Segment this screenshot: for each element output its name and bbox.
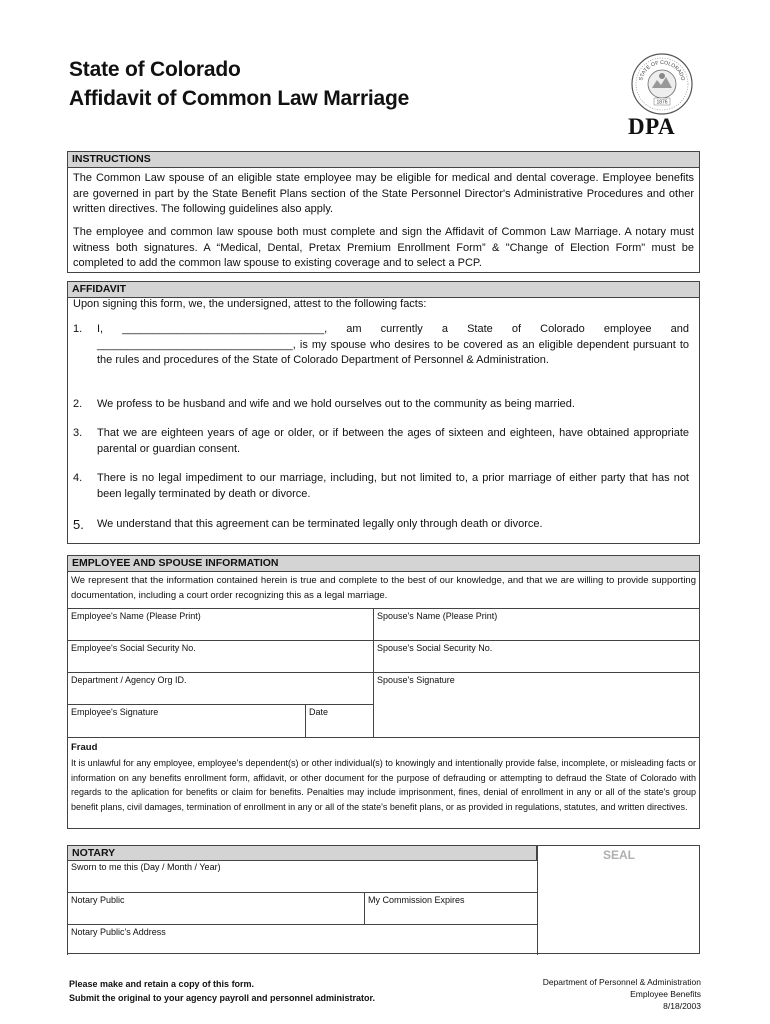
item-text: That we are eighteen years of age or older, or if between the ages of sixteen and eighteen, have obtained appropriate parental or guardian consent. [97, 427, 689, 455]
date-label: Date [309, 707, 329, 717]
state-seal-icon [630, 52, 694, 116]
instructions-heading: INSTRUCTIONS [68, 152, 699, 168]
footer-line-2: Submit the original to your agency payroll and personnel administrator. [69, 993, 376, 1003]
footer-department [543, 976, 701, 1012]
employee-name-label: Employee's Name (Please Print) [71, 611, 201, 621]
notary-address-field[interactable] [67, 924, 538, 955]
seal-text: STATE OF COLORADO [638, 59, 686, 82]
notary-section [67, 845, 700, 954]
item-text: We understand that this agreement can be terminated legally only through death or divorce. [97, 518, 543, 530]
item-number: 1. [73, 323, 83, 335]
form-title-state: State of Colorado [69, 58, 241, 81]
instructions-paragraph-2: The employee and common law spouse both must complete and sign the Affidavit of Common Law Marriage. A notary must witness both signatures. A “Medical, Dental, Pretax Premium Enrollment Form” & "Change of Election Form" must be completed to add the common law spouse to existing coverage and to select a PCP. [73, 226, 694, 269]
item-text: There is no legal impediment to our marriage, including, but not limited to, a prior marriage of either party that has not been legally terminated by death or divorce. [97, 472, 689, 500]
affidavit-intro: Upon signing this form, we, the undersigned, attest to the following facts: [73, 298, 427, 310]
footer-date: 8/18/2003 [663, 1001, 701, 1011]
notary-heading: NOTARY [68, 846, 537, 861]
item-text: I, _________________________________, am currently a State of Colorado employee and ________________________________, is my spouse who desires to be covered as an eligible dependent pursuant to the rules and procedures of the State of Colorado Department of Personnel & Administration. [97, 323, 689, 366]
affidavit-item [73, 471, 689, 502]
seal-year: 1876 [656, 99, 668, 106]
employee-spouse-section [67, 555, 700, 829]
affidavit-item [73, 517, 689, 533]
department-label: Department / Agency Org ID. [71, 675, 187, 685]
item-text: We profess to be husband and wife and we hold ourselves out to the community as being married. [97, 398, 575, 410]
spouse-ssn-field[interactable] [373, 640, 700, 673]
notary-address-label: Notary Public's Address [71, 927, 166, 937]
footer-dept-name: Department of Personnel & Administration [542, 977, 701, 987]
item-number: 4. [73, 472, 83, 484]
footer-line-1: Please make and retain a copy of this form. [69, 979, 255, 989]
footer-instructions [69, 977, 375, 1005]
form-title: Affidavit of Common Law Marriage [69, 87, 410, 110]
footer-dept-unit: Employee Benefits [630, 989, 701, 999]
item-number: 2. [73, 398, 83, 410]
employee-info-heading: EMPLOYEE AND SPOUSE INFORMATION [68, 556, 699, 572]
spouse-signature-field[interactable] [373, 672, 700, 738]
item-number: 5. [73, 517, 84, 532]
representation-statement: We represent that the information contained herein is true and complete to the best of our knowledge, and that we are willing to provide supporting documentation, including a court order recognizing this as a legal marriage. [71, 575, 696, 601]
affidavit-heading: AFFIDAVIT [68, 282, 699, 298]
sworn-label: Sworn to me this (Day / Month / Year) [71, 862, 221, 872]
date-field[interactable] [305, 704, 374, 738]
commission-label: My Commission Expires [368, 895, 465, 905]
commission-expires-field[interactable] [364, 892, 538, 925]
affidavit-item [73, 426, 689, 457]
department-field[interactable] [67, 672, 374, 705]
fraud-text: It is unlawful for any employee, employee's dependent(s) or other individual(s) to knowingly and intentionally provide false, incomplete, or misleading facts or information on any benefits enrollment form, affidavit, or other document for the purpose of defrauding or attempting to defraud the State of Colorado with regards to the aplication for benefits or claim for benefits. Penalties may include imprisonment, fines, denial of enrollment in any or all of the state's group benefit plans, civil damages, termination of enrollment in any or all of the state's benefit plans, or as provided in regulations, statutes, and written directives. [71, 758, 696, 812]
spouse-name-field[interactable] [373, 608, 700, 641]
item-number: 3. [73, 427, 83, 439]
affidavit-section [67, 281, 700, 544]
affidavit-item [73, 397, 689, 413]
spouse-name-label: Spouse's Name (Please Print) [377, 611, 498, 621]
spouse-signature-label: Spouse's Signature [377, 675, 455, 685]
fraud-heading: Fraud [71, 742, 98, 753]
seal-label: SEAL [602, 848, 635, 862]
sworn-date-field[interactable] [67, 860, 538, 893]
employee-signature-label: Employee's Signature [71, 707, 159, 717]
spouse-ssn-label: Spouse's Social Security No. [377, 643, 493, 653]
employee-ssn-field[interactable] [67, 640, 374, 673]
employee-signature-field[interactable] [67, 704, 306, 738]
notary-public-label: Notary Public [71, 895, 125, 905]
instructions-paragraph-1: The Common Law spouse of an eligible state employee may be eligible for medical and dental coverage. Employee benefits are governed in part by the State Benefit Plans section of the State Personnel Director's Administrative Procedures and other written directives. The following guidelines also apply. [73, 172, 694, 215]
affidavit-item [73, 322, 689, 369]
notary-public-field[interactable] [67, 892, 365, 925]
employee-name-field[interactable] [67, 608, 374, 641]
dpa-logo: DPA [628, 114, 676, 139]
employee-ssn-label: Employee's Social Security No. [71, 643, 196, 653]
instructions-section [67, 151, 700, 273]
